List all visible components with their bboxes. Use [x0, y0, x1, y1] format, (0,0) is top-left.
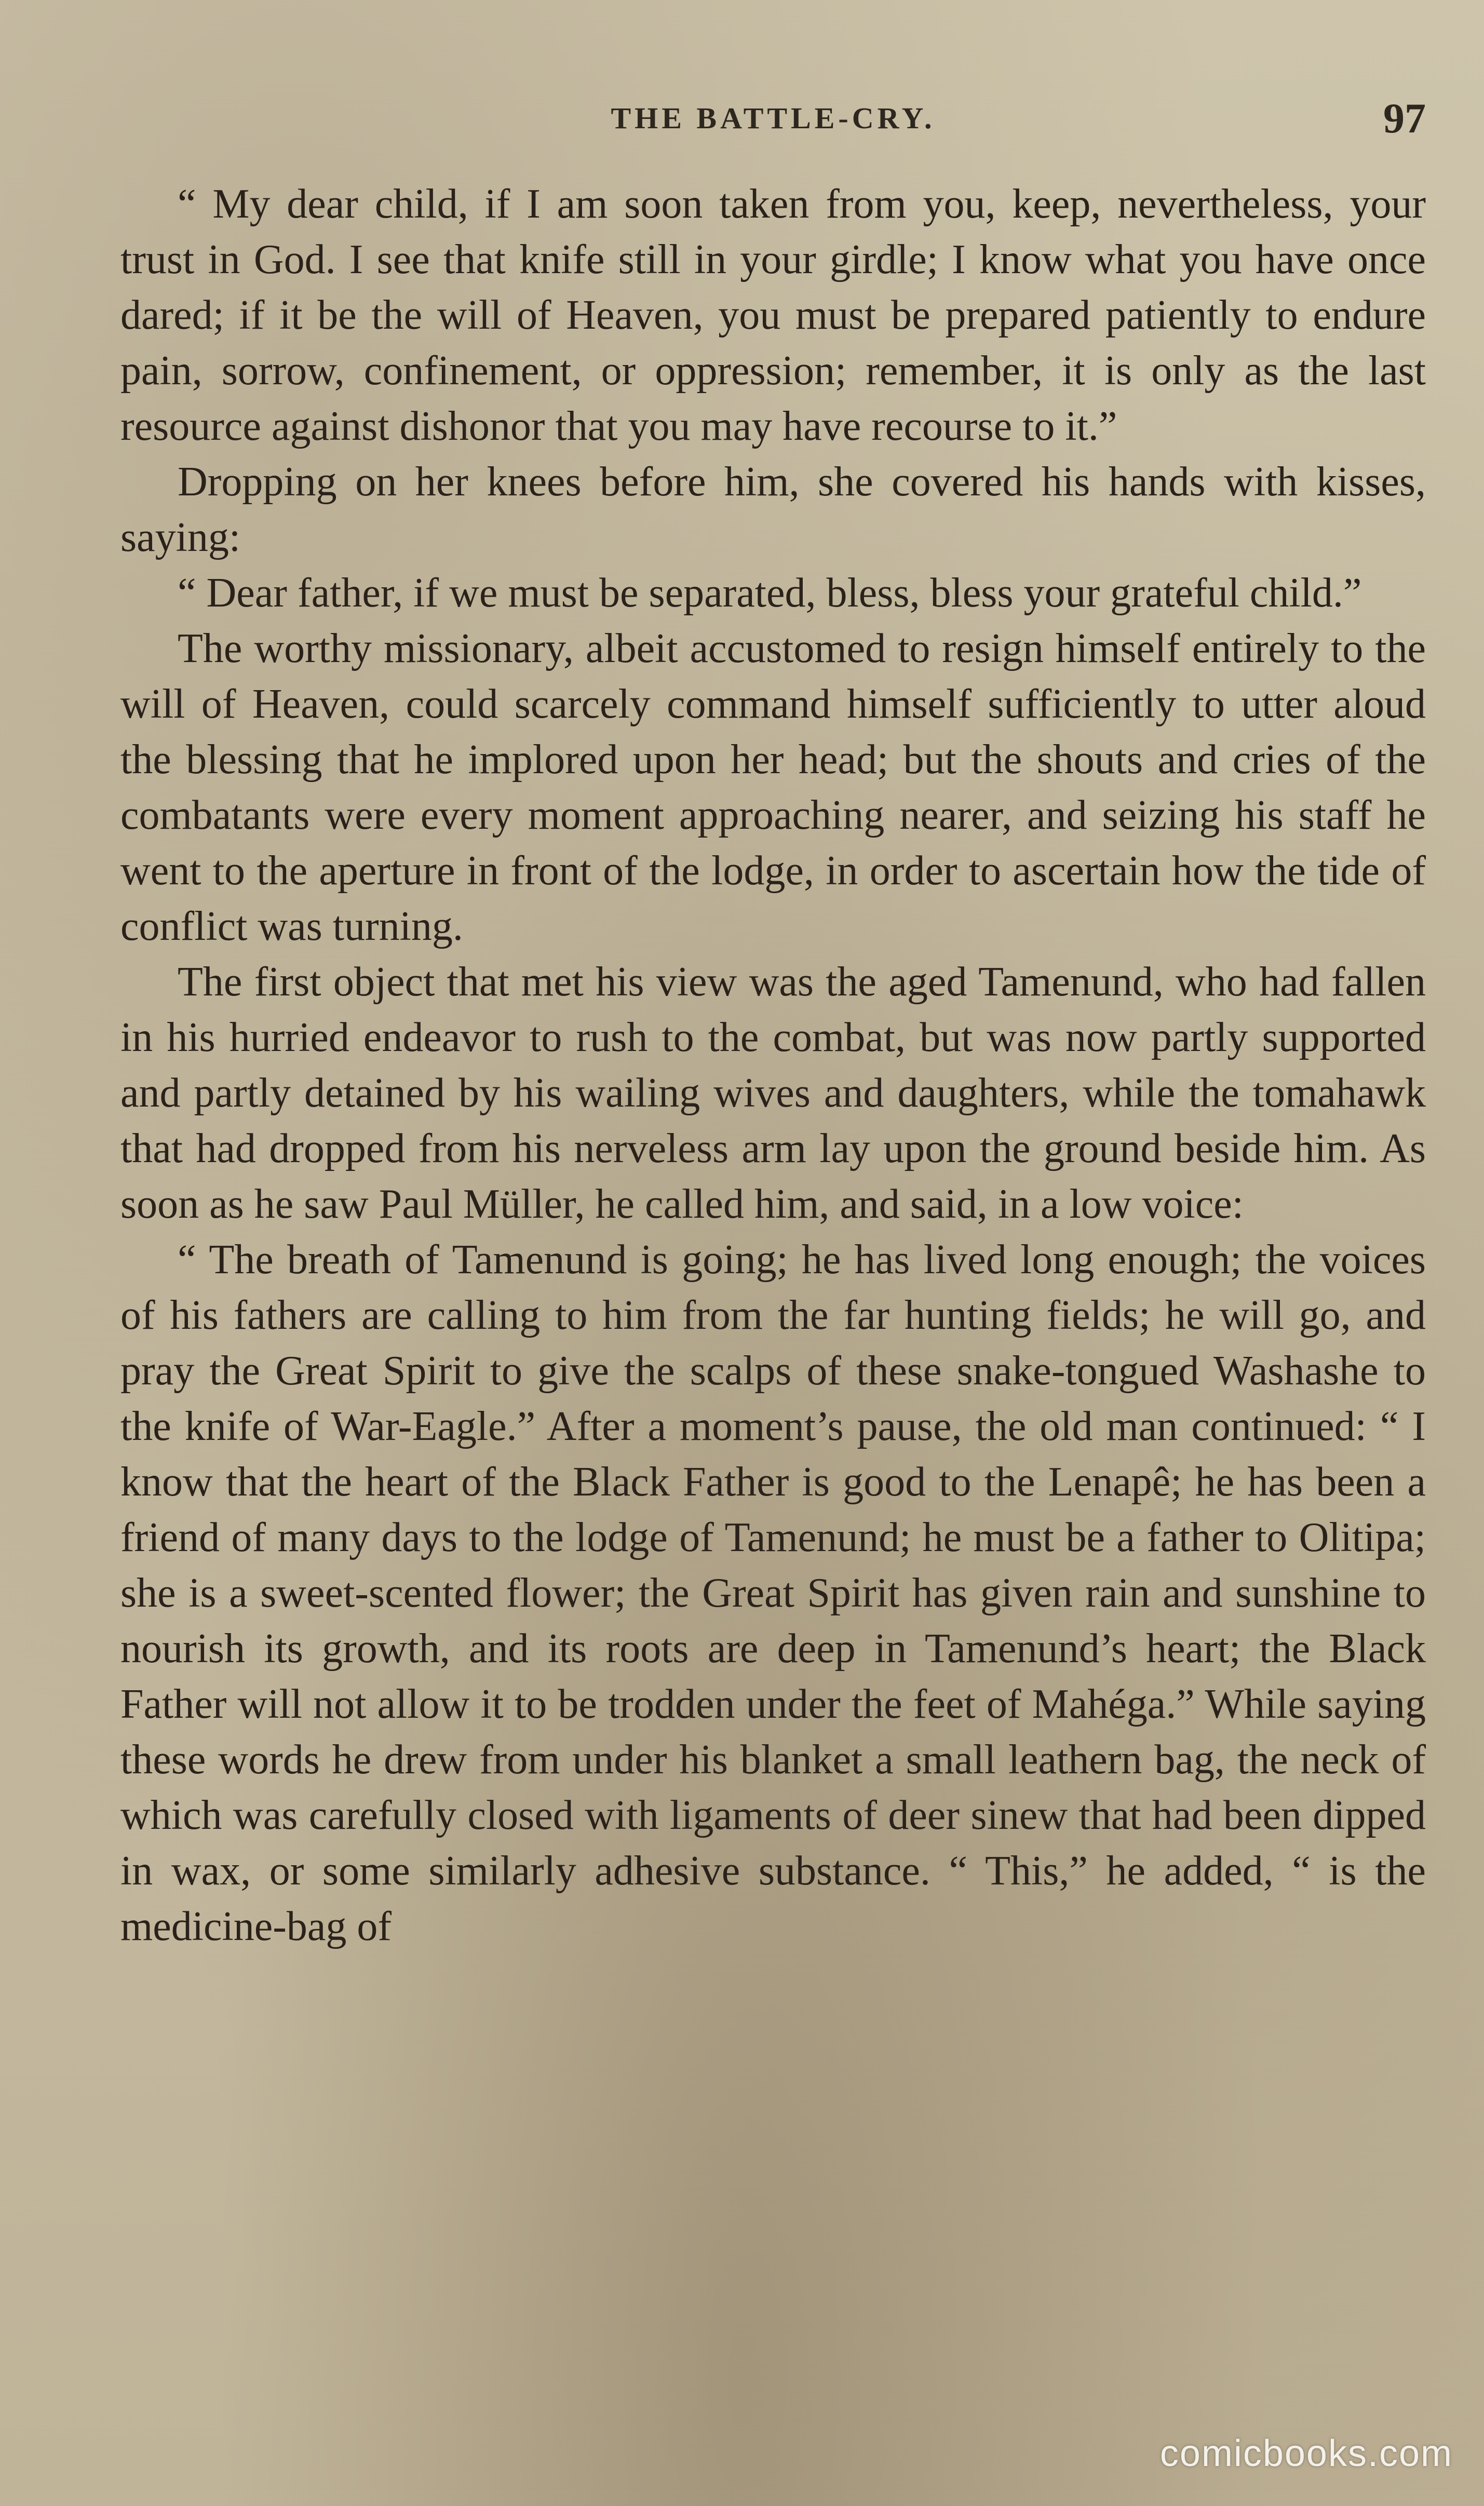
page-number: 97 [1383, 95, 1426, 142]
paragraph-5: The first object that met his view was the aged Tamenund, who had fallen in his hurried endeavor to rush to the combat, but was now partly supported and partly detained by his wailing wives and daughters, while the tomahawk that had dropped from his nerveless arm lay upon the ground beside him. As soon as he saw Paul Müller, he called him, and said, in a low voice: [120, 959, 1426, 1227]
paragraph-6: “ The breath of Tamenund is going; he has lived long enough; the voices of his fathers are calling to him from the far hunting fields; he will go, and pray the Great Spirit to give the scalps of these snake-tongued Washashe to the knife of War-Eagle.” After a moment’s pause, the old man continued: “ I know that the heart of the Black Father is good to the Lenapê; he has been a friend of many days to the lodge of Tamenund; he must be a father to Olitipa; she is a sweet-scented flower; the Great Spirit has given rain and sunshine to nourish its growth, and its roots are deep in Tamenund’s heart; the Black Father will not allow it to be trodden under the feet of Mahéga.” While saying these words he drew from under his blanket a small leathern bag, the neck of which was carefully closed with ligaments of deer sinew that had been dipped in wax, or some similarly adhesive substance. “ This,” he added, “ is the medicine-bag of [120, 1237, 1426, 1949]
watermark: comicbooks.com [1159, 2433, 1453, 2474]
paragraph-4: The worthy missionary, albeit accustomed to resign himself entirely to the will of Heaven, could scarcely command himself sufficiently to utter aloud the blessing that he implored upon her head; but the shouts and cries of the combatants were every moment approaching nearer, and seizing his staff he went to the aperture in front of the lodge, in order to ascertain how the tide of conflict was turning. [120, 626, 1426, 949]
paragraph-2: Dropping on her knees before him, she covered his hands with kisses, saying: [120, 459, 1426, 560]
paragraph-1: “ My dear child, if I am soon taken from you, keep, nevertheless, your trust in God. I see that knife still in your girdle; I know what you have once dared; if it be the will of Heaven, you must be prepared patiently to endure pain, sorrow, confinement, or oppression; remember, it is only as the last resource against dishonor that you may have recourse to it.” [120, 181, 1426, 449]
running-head [120, 92, 1426, 144]
paragraph-3: “ Dear father, if we must be separated, bless, bless your grateful child.” [178, 570, 1362, 616]
running-title: THE BATTLE-CRY. [611, 101, 936, 135]
body-text [120, 177, 1426, 1955]
